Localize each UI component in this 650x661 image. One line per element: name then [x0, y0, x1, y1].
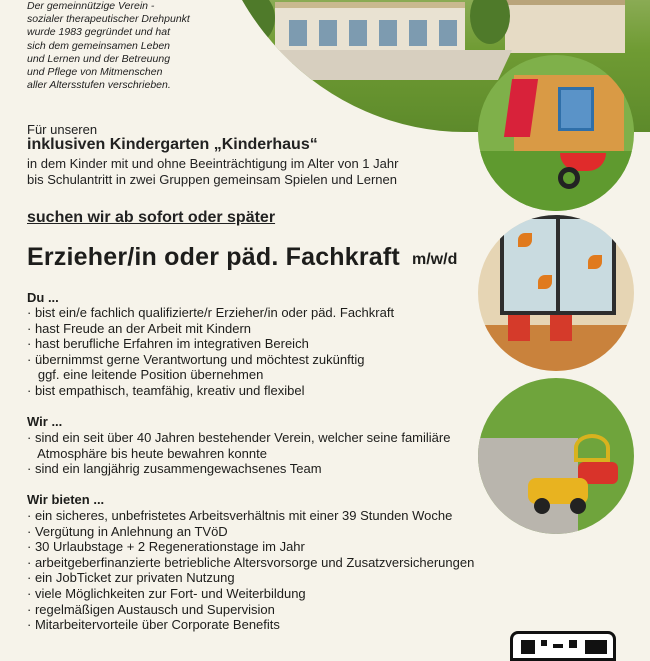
description-line: in dem Kinder mit und ohne Beeinträchtigung im Alter von 1 Jahr	[27, 156, 399, 171]
intro-line: sozialer therapeutischer Drehpunkt	[27, 13, 190, 26]
list-item: · sind ein langjährig zusammengewachsenes Team	[27, 461, 322, 477]
job-title: Erzieher/in oder päd. Fachkraft	[27, 243, 400, 271]
intro-line: und Lernen und der Betreuung	[27, 52, 171, 65]
tree-shape	[215, 0, 275, 48]
section-heading-wir-bieten: Wir bieten ...	[27, 492, 105, 507]
list-item: · viele Möglichkeiten zur Fort- und Weiterbildung	[27, 585, 306, 601]
intro-line: und Pflege von Mitmenschen	[27, 66, 163, 79]
intro-line: aller Altersstufen verschrieben.	[27, 79, 171, 92]
path-shape	[205, 50, 512, 80]
wir-list	[27, 430, 450, 477]
photo-classroom	[478, 215, 634, 371]
qr-code[interactable]	[510, 631, 616, 661]
list-item: · Vergütung in Anlehnung an TVöD	[27, 523, 228, 539]
list-item: Atmosphäre bis heute bewahren konnte	[27, 445, 267, 461]
gender-note: m/w/d	[412, 251, 458, 268]
list-item: · übernimmst gerne Verantwortung und möchtest zukünftig	[27, 351, 365, 367]
list-item: · ein sicheres, unbefristetes Arbeitsverhältnis mit einer 39 Stunden Woche	[27, 508, 453, 523]
list-item: · bist empathisch, teamfähig, kreativ und flexibel	[27, 382, 305, 398]
list-item: · Mitarbeitervorteile über Corporate Benefits	[27, 617, 280, 633]
intro-line: Der gemeinnützige Verein -	[27, 0, 155, 12]
wir-bieten-list	[27, 508, 474, 633]
intro-text	[27, 0, 212, 92]
section-heading-du: Du ...	[27, 290, 59, 305]
list-item: ggf. eine leitende Position übernehmen	[27, 367, 264, 383]
list-item: · ein JobTicket zur privaten Nutzung	[27, 570, 235, 586]
kindergarten-description	[27, 156, 477, 187]
list-item: · sind ein seit über 40 Jahren bestehender Verein, welcher seine familiäre	[27, 430, 451, 445]
search-heading: suchen wir ab sofort oder später	[27, 209, 276, 226]
photo-playhouse	[478, 55, 634, 211]
tree-shape	[470, 0, 510, 44]
photo-toy-vehicles	[478, 378, 634, 534]
list-item: · arbeitgeberfinanzierte betriebliche Altersvorsorge und Zusatzversicherungen	[27, 554, 475, 570]
list-item: · hast Freude an der Arbeit mit Kindern	[27, 320, 252, 336]
list-item: · bist ein/e fachlich qualifizierte/r Erzieher/in oder päd. Fachkraft	[27, 305, 395, 320]
list-item: · regelmäßigen Austausch und Supervision	[27, 601, 275, 617]
kindergarten-name: inklusiven Kindergarten „Kinderhaus“	[27, 136, 318, 153]
list-item: · 30 Urlaubstage + 2 Regenerationstage im Jahr	[27, 539, 305, 555]
intro-prefix: Für unseren	[27, 122, 98, 137]
building-shape	[505, 0, 625, 53]
du-list	[27, 305, 394, 399]
description-line: bis Schulantritt in zwei Gruppen gemeinsam Spielen und Lernen	[27, 171, 397, 187]
intro-line: wurde 1983 gegründet und hat	[27, 26, 171, 39]
list-item: · hast berufliche Erfahren im integrativen Bereich	[27, 336, 309, 352]
intro-line: sich dem gemeinsamen Leben	[27, 39, 171, 52]
section-heading-wir: Wir ...	[27, 414, 63, 429]
